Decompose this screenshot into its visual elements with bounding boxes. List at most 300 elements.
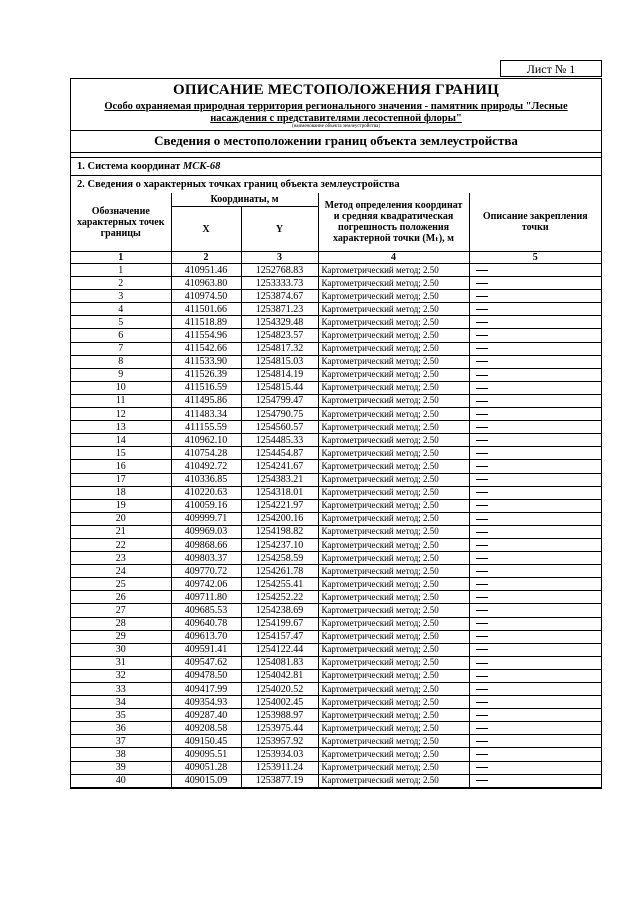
header-y: Y (241, 207, 318, 252)
coord-x: 411533.90 (171, 355, 241, 368)
table-row (71, 342, 601, 355)
table-row (71, 709, 601, 722)
method: Картометрический метод; 2.50 (318, 683, 469, 696)
point-id: 23 (71, 552, 171, 565)
dash-mark (476, 270, 488, 271)
coord-x: 409613.70 (171, 630, 241, 643)
fixing-description (469, 264, 601, 277)
point-id: 3 (71, 290, 171, 303)
method: Картометрический метод; 2.50 (318, 303, 469, 316)
coord-y: 1254081.83 (241, 656, 318, 669)
dash-mark (476, 571, 488, 572)
coord-x: 409591.41 (171, 643, 241, 656)
coord-y: 1254790.75 (241, 408, 318, 421)
fixing-description (469, 565, 601, 578)
point-id: 20 (71, 512, 171, 525)
table-row (71, 735, 601, 748)
dash-mark (476, 663, 488, 664)
fixing-description (469, 434, 601, 447)
method: Картометрический метод; 2.50 (318, 774, 469, 787)
fixing-description (469, 342, 601, 355)
dash-mark (476, 584, 488, 585)
coord-y: 1254329.48 (241, 316, 318, 329)
coord-y: 1253957.92 (241, 735, 318, 748)
coord-y: 1253988.97 (241, 709, 318, 722)
coord-y: 1254237.10 (241, 538, 318, 551)
method: Картометрический метод; 2.50 (318, 316, 469, 329)
method: Картометрический метод; 2.50 (318, 447, 469, 460)
method: Картометрический метод; 2.50 (318, 617, 469, 630)
coord-y: 1254485.33 (241, 434, 318, 447)
method: Картометрический метод; 2.50 (318, 342, 469, 355)
table-row (71, 473, 601, 486)
dash-mark (476, 532, 488, 533)
coord-y: 1254823.57 (241, 329, 318, 342)
dash-mark (476, 348, 488, 349)
table-row (71, 381, 601, 394)
method: Картометрический метод; 2.50 (318, 355, 469, 368)
dash-mark (476, 519, 488, 520)
dash-mark (476, 492, 488, 493)
table-row (71, 394, 601, 407)
col-number-2: 2 (171, 252, 241, 264)
method: Картометрический метод; 2.50 (318, 381, 469, 394)
method: Картометрический метод; 2.50 (318, 591, 469, 604)
coord-y: 1254383.21 (241, 473, 318, 486)
coord-y: 1254560.57 (241, 421, 318, 434)
table-row (71, 447, 601, 460)
fixing-description (469, 355, 601, 368)
coord-x: 409095.51 (171, 748, 241, 761)
dash-mark (476, 414, 488, 415)
coord-y: 1252768.83 (241, 264, 318, 277)
table-row (71, 512, 601, 525)
coord-y: 1254200.16 (241, 512, 318, 525)
dash-mark (476, 322, 488, 323)
fixing-description (469, 538, 601, 551)
point-id: 13 (71, 421, 171, 434)
table-row (71, 538, 601, 551)
dash-mark (476, 283, 488, 284)
coord-x: 410492.72 (171, 460, 241, 473)
fixing-description (469, 696, 601, 709)
point-id: 5 (71, 316, 171, 329)
point-id: 17 (71, 473, 171, 486)
coord-x: 409711.80 (171, 591, 241, 604)
method: Картометрический метод; 2.50 (318, 499, 469, 512)
coord-x: 409999.71 (171, 512, 241, 525)
coordinate-system (71, 157, 601, 175)
fixing-description (469, 486, 601, 499)
fixing-description (469, 552, 601, 565)
fixing-description (469, 303, 601, 316)
method: Картометрический метод; 2.50 (318, 368, 469, 381)
point-id: 24 (71, 565, 171, 578)
coord-x: 410951.46 (171, 264, 241, 277)
col-number-1: 1 (71, 252, 171, 264)
coord-y: 1254817.32 (241, 342, 318, 355)
coord-y: 1254815.03 (241, 355, 318, 368)
table-row (71, 696, 601, 709)
points-heading: 2. Сведения о характерных точках границ объекта землеустройства (71, 175, 601, 193)
fixing-description (469, 591, 601, 604)
table-row (71, 591, 601, 604)
table-row (71, 656, 601, 669)
coord-x: 411554.96 (171, 329, 241, 342)
coord-x: 410974.50 (171, 290, 241, 303)
fixing-description (469, 290, 601, 303)
fixing-description (469, 381, 601, 394)
fixing-description (469, 643, 601, 656)
method: Картометрический метод; 2.50 (318, 552, 469, 565)
fixing-description (469, 447, 601, 460)
method: Картометрический метод; 2.50 (318, 630, 469, 643)
dash-mark (476, 741, 488, 742)
fixing-description (469, 683, 601, 696)
method: Картометрический метод; 2.50 (318, 473, 469, 486)
dash-mark (476, 558, 488, 559)
method: Картометрический метод; 2.50 (318, 434, 469, 447)
method: Картометрический метод; 2.50 (318, 525, 469, 538)
dash-mark (476, 361, 488, 362)
method: Картометрический метод; 2.50 (318, 512, 469, 525)
coord-x: 410220.63 (171, 486, 241, 499)
dash-mark (476, 388, 488, 389)
coord-x: 409742.06 (171, 578, 241, 591)
point-id: 9 (71, 368, 171, 381)
coord-y: 1254814.19 (241, 368, 318, 381)
point-id: 36 (71, 722, 171, 735)
point-id: 38 (71, 748, 171, 761)
coord-x: 409287.40 (171, 709, 241, 722)
point-id: 33 (71, 683, 171, 696)
fixing-description (469, 669, 601, 682)
table-row (71, 303, 601, 316)
dash-mark (476, 610, 488, 611)
method: Картометрический метод; 2.50 (318, 709, 469, 722)
fixing-description (469, 722, 601, 735)
dash-mark (476, 623, 488, 624)
coord-x: 409640.78 (171, 617, 241, 630)
table-row (71, 774, 601, 787)
table-row (71, 525, 601, 538)
coord-y: 1254815.44 (241, 381, 318, 394)
coord-x: 410059.16 (171, 499, 241, 512)
method: Картометрический метод; 2.50 (318, 538, 469, 551)
section-title: Сведения о местоположении границ объекта землеустройства (71, 130, 601, 152)
point-id: 34 (71, 696, 171, 709)
point-id: 28 (71, 617, 171, 630)
fixing-description (469, 656, 601, 669)
coord-y: 1254157.47 (241, 630, 318, 643)
point-id: 7 (71, 342, 171, 355)
table-row (71, 290, 601, 303)
dash-mark (476, 479, 488, 480)
method: Картометрический метод; 2.50 (318, 643, 469, 656)
coord-y: 1253874.67 (241, 290, 318, 303)
dash-mark (476, 440, 488, 441)
dash-mark (476, 689, 488, 690)
dash-mark (476, 335, 488, 336)
dash-mark (476, 296, 488, 297)
header-description: Описание закрепления точки (469, 193, 601, 252)
point-id: 12 (71, 408, 171, 421)
coord-x: 409354.93 (171, 696, 241, 709)
method: Картометрический метод; 2.50 (318, 578, 469, 591)
coord-y: 1254261.78 (241, 565, 318, 578)
point-id: 27 (71, 604, 171, 617)
header-method: Метод определения координат и средняя квадратическая погрешность положения характерной точки (Mₜ), м (318, 193, 469, 252)
method: Картометрический метод; 2.50 (318, 604, 469, 617)
point-id: 4 (71, 303, 171, 316)
coord-y: 1254020.52 (241, 683, 318, 696)
coord-y: 1254198.82 (241, 525, 318, 538)
method: Картометрический метод; 2.50 (318, 329, 469, 342)
coord-x: 411495.86 (171, 394, 241, 407)
coord-x: 410962.10 (171, 434, 241, 447)
dash-mark (476, 401, 488, 402)
coord-x: 409208.58 (171, 722, 241, 735)
method: Картометрический метод; 2.50 (318, 656, 469, 669)
dash-mark (476, 649, 488, 650)
table-row (71, 630, 601, 643)
point-id: 32 (71, 669, 171, 682)
fixing-description (469, 774, 601, 787)
coord-y: 1254454.87 (241, 447, 318, 460)
method: Картометрический метод; 2.50 (318, 394, 469, 407)
dash-mark (476, 767, 488, 768)
method: Картометрический метод; 2.50 (318, 290, 469, 303)
point-id: 14 (71, 434, 171, 447)
coordinate-system-label: 1. Система координат (77, 161, 181, 172)
method: Картометрический метод; 2.50 (318, 669, 469, 682)
header-coordinates: Координаты, м (171, 193, 318, 207)
header-x: X (171, 207, 241, 252)
coord-y: 1254252.22 (241, 591, 318, 604)
coord-y: 1253934.03 (241, 748, 318, 761)
fixing-description (469, 421, 601, 434)
coord-y: 1253911.24 (241, 761, 318, 774)
coord-x: 411501.66 (171, 303, 241, 316)
dash-mark (476, 453, 488, 454)
point-id: 29 (71, 630, 171, 643)
point-id: 25 (71, 578, 171, 591)
fixing-description (469, 460, 601, 473)
dash-mark (476, 728, 488, 729)
coord-y: 1254241.67 (241, 460, 318, 473)
coord-x: 410963.80 (171, 277, 241, 290)
dash-mark (476, 427, 488, 428)
coord-y: 1254002.45 (241, 696, 318, 709)
table-row (71, 617, 601, 630)
document-frame (70, 78, 602, 789)
header-point: Обозначение характерных точек границы (71, 193, 171, 252)
dash-mark (476, 636, 488, 637)
method: Картометрический метод; 2.50 (318, 696, 469, 709)
object-caption: (наименование объекта землеустройства) (291, 124, 381, 129)
coord-x: 409969.03 (171, 525, 241, 538)
coord-x: 410336.85 (171, 473, 241, 486)
point-id: 30 (71, 643, 171, 656)
table-row (71, 264, 601, 277)
point-id: 18 (71, 486, 171, 499)
col-number-4: 4 (318, 252, 469, 264)
table-row (71, 578, 601, 591)
coord-x: 411516.59 (171, 381, 241, 394)
col-number-3: 3 (241, 252, 318, 264)
dash-mark (476, 676, 488, 677)
point-id: 16 (71, 460, 171, 473)
coord-x: 409770.72 (171, 565, 241, 578)
dash-mark (476, 505, 488, 506)
fixing-description (469, 329, 601, 342)
dash-mark (476, 545, 488, 546)
coord-y: 1253871.23 (241, 303, 318, 316)
coord-x: 409150.45 (171, 735, 241, 748)
fixing-description (469, 394, 601, 407)
point-id: 8 (71, 355, 171, 368)
fixing-description (469, 408, 601, 421)
coord-y: 1254042.81 (241, 669, 318, 682)
points-table-body (71, 264, 601, 788)
coord-x: 411483.34 (171, 408, 241, 421)
coord-x: 409478.50 (171, 669, 241, 682)
fixing-description (469, 630, 601, 643)
coord-x: 409015.09 (171, 774, 241, 787)
coord-x: 411542.66 (171, 342, 241, 355)
point-id: 31 (71, 656, 171, 669)
method: Картометрический метод; 2.50 (318, 421, 469, 434)
points-table (71, 193, 601, 788)
fixing-description (469, 748, 601, 761)
dash-mark (476, 780, 488, 781)
coord-x: 410754.28 (171, 447, 241, 460)
method: Картометрический метод; 2.50 (318, 408, 469, 421)
coord-y: 1254221.97 (241, 499, 318, 512)
point-id: 6 (71, 329, 171, 342)
method: Картометрический метод; 2.50 (318, 735, 469, 748)
method: Картометрический метод; 2.50 (318, 264, 469, 277)
coord-y: 1254318.01 (241, 486, 318, 499)
fixing-description (469, 368, 601, 381)
fixing-description (469, 735, 601, 748)
coord-x: 411526.39 (171, 368, 241, 381)
point-id: 40 (71, 774, 171, 787)
col-number-5: 5 (469, 252, 601, 264)
coordinate-system-value: МСК-68 (182, 161, 221, 172)
object-name: Особо охраняемая природная территория регионального значения - памятник природы "Лесные насаждения с представителями лесостепной флоры" (104, 101, 568, 124)
coord-y: 1253877.19 (241, 774, 318, 787)
fixing-description (469, 499, 601, 512)
method: Картометрический метод; 2.50 (318, 277, 469, 290)
coord-x: 409803.37 (171, 552, 241, 565)
fixing-description (469, 709, 601, 722)
fixing-description (469, 316, 601, 329)
coord-x: 411155.59 (171, 421, 241, 434)
point-id: 21 (71, 525, 171, 538)
table-row (71, 643, 601, 656)
method: Картометрический метод; 2.50 (318, 565, 469, 578)
fixing-description (469, 473, 601, 486)
table-row (71, 761, 601, 774)
dash-mark (476, 375, 488, 376)
table-row (71, 460, 601, 473)
table-row (71, 355, 601, 368)
table-row (71, 408, 601, 421)
fixing-description (469, 525, 601, 538)
coord-y: 1254255.41 (241, 578, 318, 591)
method: Картометрический метод; 2.50 (318, 460, 469, 473)
coord-x: 411518.89 (171, 316, 241, 329)
coord-y: 1253975.44 (241, 722, 318, 735)
table-row (71, 434, 601, 447)
fixing-description (469, 578, 601, 591)
dash-mark (476, 309, 488, 310)
point-id: 39 (71, 761, 171, 774)
coord-x: 409417.99 (171, 683, 241, 696)
coord-y: 1254122.44 (241, 643, 318, 656)
table-row (71, 683, 601, 696)
fixing-description (469, 604, 601, 617)
fixing-description (469, 617, 601, 630)
point-id: 22 (71, 538, 171, 551)
point-id: 37 (71, 735, 171, 748)
method: Картометрический метод; 2.50 (318, 761, 469, 774)
table-row (71, 604, 601, 617)
coord-x: 409547.62 (171, 656, 241, 669)
coord-x: 409051.28 (171, 761, 241, 774)
table-row (71, 669, 601, 682)
coord-y: 1254258.59 (241, 552, 318, 565)
point-id: 2 (71, 277, 171, 290)
table-row (71, 565, 601, 578)
point-id: 10 (71, 381, 171, 394)
method: Картометрический метод; 2.50 (318, 722, 469, 735)
table-row (71, 368, 601, 381)
fixing-description (469, 512, 601, 525)
coord-x: 409685.53 (171, 604, 241, 617)
sheet-number: Лист № 1 (500, 60, 602, 77)
coord-y: 1254238.69 (241, 604, 318, 617)
dash-mark (476, 597, 488, 598)
point-id: 26 (71, 591, 171, 604)
table-row (71, 486, 601, 499)
table-row (71, 499, 601, 512)
table-row (71, 329, 601, 342)
point-id: 1 (71, 264, 171, 277)
coord-y: 1254199.67 (241, 617, 318, 630)
document-title: ОПИСАНИЕ МЕСТОПОЛОЖЕНИЯ ГРАНИЦ (173, 82, 499, 98)
point-id: 19 (71, 499, 171, 512)
method: Картометрический метод; 2.50 (318, 748, 469, 761)
table-row (71, 277, 601, 290)
dash-mark (476, 754, 488, 755)
coord-x: 409868.66 (171, 538, 241, 551)
method: Картометрический метод; 2.50 (318, 486, 469, 499)
point-id: 15 (71, 447, 171, 460)
table-row (71, 722, 601, 735)
dash-mark (476, 715, 488, 716)
fixing-description (469, 761, 601, 774)
table-row (71, 421, 601, 434)
table-row (71, 316, 601, 329)
dash-mark (476, 702, 488, 703)
coord-y: 1253333.73 (241, 277, 318, 290)
fixing-description (469, 277, 601, 290)
point-id: 11 (71, 394, 171, 407)
table-row (71, 748, 601, 761)
point-id: 35 (71, 709, 171, 722)
